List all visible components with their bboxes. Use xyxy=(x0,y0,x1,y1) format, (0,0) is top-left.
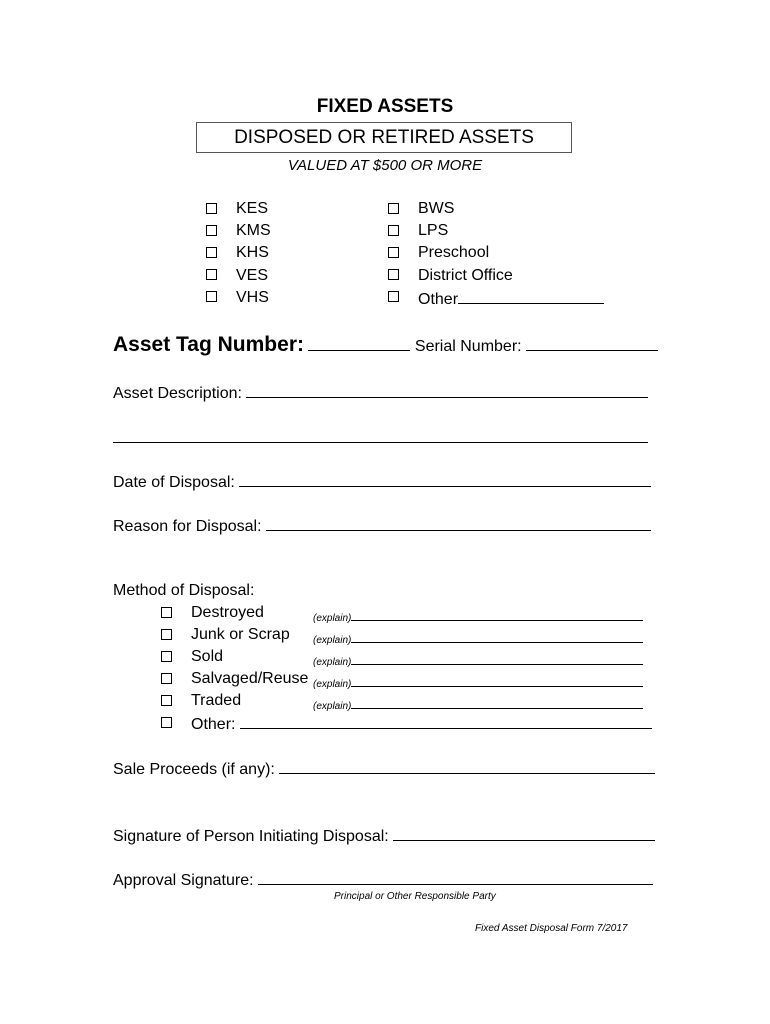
description-row xyxy=(113,383,648,403)
reason-line[interactable] xyxy=(266,516,651,531)
method-label-destroyed: Destroyed xyxy=(191,604,264,621)
school-label-ves: VES xyxy=(236,267,269,284)
checkbox-traded[interactable] xyxy=(161,695,172,706)
explain-line-junk-scrap[interactable] xyxy=(351,633,643,643)
checkbox-destroyed[interactable] xyxy=(161,607,172,618)
asset-tag-line[interactable] xyxy=(308,336,410,351)
proceeds-row xyxy=(113,759,655,779)
checkbox-lps[interactable] xyxy=(388,225,399,236)
checkbox-junk-scrap[interactable] xyxy=(161,629,172,640)
approval-caption: Principal or Other Responsible Party xyxy=(334,891,496,902)
method-label-sold: Sold xyxy=(191,648,224,665)
checkbox-bws[interactable] xyxy=(388,203,399,214)
description-label: Asset Description: xyxy=(113,385,242,402)
initiator-signature-row xyxy=(113,826,655,846)
method-other-line[interactable] xyxy=(240,714,652,729)
school-label-district-office: District Office xyxy=(418,267,513,284)
approval-signature-label: Approval Signature: xyxy=(113,872,254,889)
explain-line-destroyed[interactable] xyxy=(351,611,643,621)
checkbox-salvaged[interactable] xyxy=(161,673,172,684)
explain-sold: (explain) xyxy=(313,652,643,670)
checkbox-sold[interactable] xyxy=(161,651,172,662)
school-label-kms: KMS xyxy=(236,222,271,239)
approval-signature-line[interactable] xyxy=(258,870,653,885)
method-label-other: Other: xyxy=(191,716,236,733)
reason-row xyxy=(113,516,651,536)
description-row-2 xyxy=(113,428,648,448)
approval-signature-row xyxy=(113,870,653,890)
serial-label: Serial Number: xyxy=(414,338,522,355)
school-label-bws: BWS xyxy=(418,200,455,217)
method-other-row xyxy=(191,714,652,734)
description-line[interactable] xyxy=(246,383,648,398)
method-label-salvaged: Salvaged/Reuse xyxy=(191,670,309,687)
explain-line-sold[interactable] xyxy=(351,655,643,665)
serial-line[interactable] xyxy=(526,336,658,351)
method-label-traded: Traded xyxy=(191,692,242,709)
school-label-lps: LPS xyxy=(418,222,449,239)
asset-tag-label: Asset Tag Number: xyxy=(113,333,304,356)
valued-note: VALUED AT $500 OR MORE xyxy=(287,157,483,174)
school-label-khs: KHS xyxy=(236,244,269,261)
explain-line-salvaged[interactable] xyxy=(351,677,643,687)
explain-line-traded[interactable] xyxy=(351,699,643,709)
proceeds-label: Sale Proceeds (if any): xyxy=(113,761,275,778)
explain-junk-scrap: (explain) xyxy=(313,630,643,648)
checkbox-khs[interactable] xyxy=(206,247,217,258)
checkbox-kes[interactable] xyxy=(206,203,217,214)
date-label: Date of Disposal: xyxy=(113,474,235,491)
checkbox-vhs[interactable] xyxy=(206,291,217,302)
checkbox-kms[interactable] xyxy=(206,225,217,236)
checkbox-preschool[interactable] xyxy=(388,247,399,258)
checkbox-other-method[interactable] xyxy=(161,717,172,728)
checkbox-other-location[interactable] xyxy=(388,291,399,302)
proceeds-line[interactable] xyxy=(279,759,655,774)
initiator-signature-line[interactable] xyxy=(393,826,655,841)
checkbox-district-office[interactable] xyxy=(388,269,399,280)
asset-tag-row xyxy=(113,333,658,357)
explain-salvaged: (explain) xyxy=(313,674,643,692)
checkbox-ves[interactable] xyxy=(206,269,217,280)
reason-label: Reason for Disposal: xyxy=(113,518,262,535)
school-label-vhs: VHS xyxy=(236,289,269,306)
date-line[interactable] xyxy=(239,472,651,487)
method-label-junk-scrap: Junk or Scrap xyxy=(191,626,290,643)
form-subtitle: DISPOSED OR RETIRED ASSETS xyxy=(196,122,572,153)
initiator-signature-label: Signature of Person Initiating Disposal: xyxy=(113,828,389,845)
description-line-2[interactable] xyxy=(113,428,648,443)
form-title: FIXED ASSETS xyxy=(316,96,454,117)
explain-traded: (explain) xyxy=(313,696,643,714)
school-label-kes: KES xyxy=(236,200,269,217)
date-row xyxy=(113,472,651,492)
explain-destroyed: (explain) xyxy=(313,608,643,626)
other-location-line[interactable] xyxy=(458,289,604,304)
school-label-other: Other xyxy=(418,289,604,309)
form-footer: Fixed Asset Disposal Form 7/2017 xyxy=(475,923,628,934)
school-label-preschool: Preschool xyxy=(418,244,490,261)
method-label: Method of Disposal: xyxy=(113,582,255,599)
